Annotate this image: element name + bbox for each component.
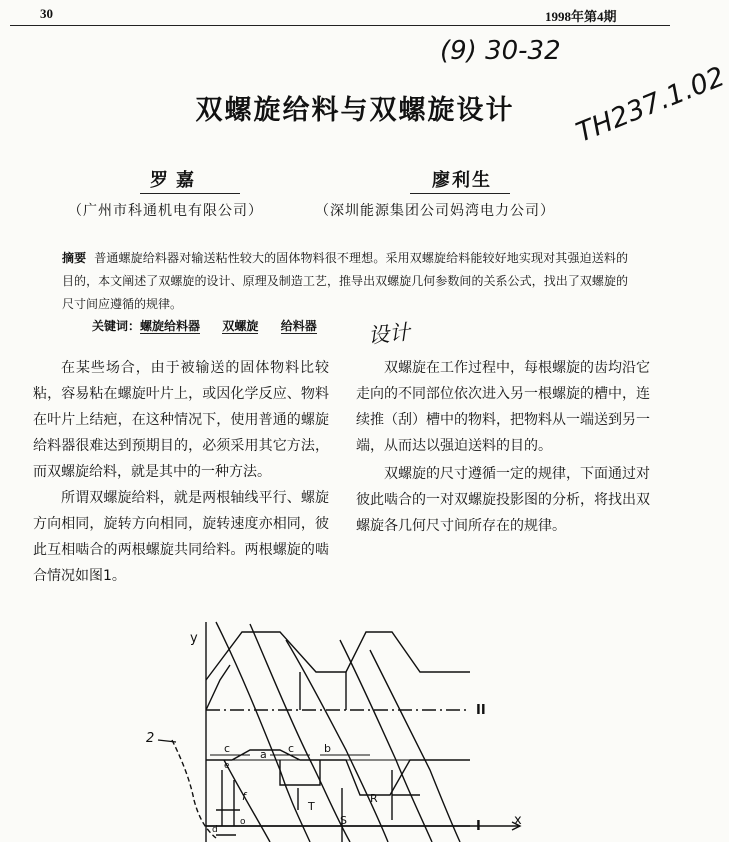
author-2-name: 廖利生 <box>432 170 492 191</box>
handwritten-side-note: TH237.1.02 <box>572 61 729 149</box>
page-number: 30 <box>40 6 53 21</box>
body-right-paragraph-1: 双螺旋在工作过程中，每根螺旋的齿均沿它走向的不同部位依次进入另一根螺旋的槽中，连续推（刮）槽中的物料，把物料从一端送到另一端，从而达以强迫送料的目的。 <box>356 360 650 454</box>
keyword-1: 螺旋给料器 <box>140 319 201 333</box>
body-right-paragraph-2: 双螺旋的尺寸遵循一定的规律，下面通过对彼此啮合的一对双螺旋投影图的分析，将找出双螺旋各几何尺寸间所存在的规律。 <box>356 466 650 534</box>
label-T: T <box>308 800 315 813</box>
abstract-label: 摘要 <box>62 251 87 265</box>
axis-y-label: y <box>190 631 198 646</box>
line-II-label: II <box>476 703 486 718</box>
label-d: d <box>212 825 218 835</box>
body-left-paragraph-1: 在某些场合，由于被输送的固体物料比较粘，容易粘在螺旋叶片上，或因化学反应、物料在叶片上结疤，在这种情况下，使用普通的螺旋给料器很难达到预期目的，必须采用其它方法，而双螺旋给料，就是其中的一种方法。 <box>33 360 329 480</box>
label-R: R <box>370 792 378 805</box>
upper-profile <box>206 632 470 680</box>
dashed-envelope <box>172 740 216 838</box>
keyword-2: 双螺旋 <box>222 319 259 333</box>
label-e: e <box>224 761 230 771</box>
helix-curve-6 <box>224 760 270 842</box>
keywords-label: 关键词： <box>92 319 141 333</box>
abstract <box>62 247 628 316</box>
header-rule <box>10 25 670 26</box>
axis-x-label: x <box>514 813 522 828</box>
label-S: S <box>340 814 347 827</box>
label-2: 2 <box>146 731 155 746</box>
label-c-2: c <box>288 742 295 755</box>
line-I-label: I <box>476 819 481 834</box>
label-b: b <box>324 742 331 755</box>
label-o: o <box>240 817 246 827</box>
body-left-paragraph-2: 所谓双螺旋给料，就是两根轴线平行、螺旋方向相同，旋转方向相同，旋转速度亦相同，彼此互相啮合的两根螺旋共同给料。两根螺旋的啮合情况如图1。 <box>33 490 329 584</box>
body-left-column <box>33 355 329 589</box>
body-right-column <box>356 355 650 539</box>
handwritten-inline-note: 设计 <box>366 319 412 349</box>
label-a: a <box>260 748 267 761</box>
handwritten-top-note: (9) 30-32 <box>440 36 561 66</box>
keyword-3: 给料器 <box>280 319 317 333</box>
figure-1 <box>120 610 540 842</box>
author-1-affiliation: （广州市科通机电有限公司） <box>68 203 263 219</box>
author-1-name: 罗嘉 <box>150 170 202 191</box>
author-2-affiliation: （深圳能源集团公司妈湾电力公司） <box>315 203 555 219</box>
paper-title: 双螺旋给料与双螺旋设计 <box>195 95 515 126</box>
helix-curve-5 <box>370 650 460 842</box>
abstract-text: 普通螺旋给料器对输送粘性较大的固体物料很不理想。采用双螺旋给料能较好地实现对其强迫送料的目的，本文阐述了双螺旋的设计、原理及制造工艺，推导出双螺旋几何参数间的关系公式，找出了双螺旋的尺寸间应遵循的规律。 <box>62 251 628 311</box>
author-2-underline <box>410 193 510 194</box>
keywords <box>92 317 317 334</box>
issue-label: 1998年第4期 <box>545 9 617 24</box>
label-f: f <box>242 790 246 803</box>
author-1-underline <box>140 193 240 194</box>
label-c-1: c <box>224 742 231 755</box>
